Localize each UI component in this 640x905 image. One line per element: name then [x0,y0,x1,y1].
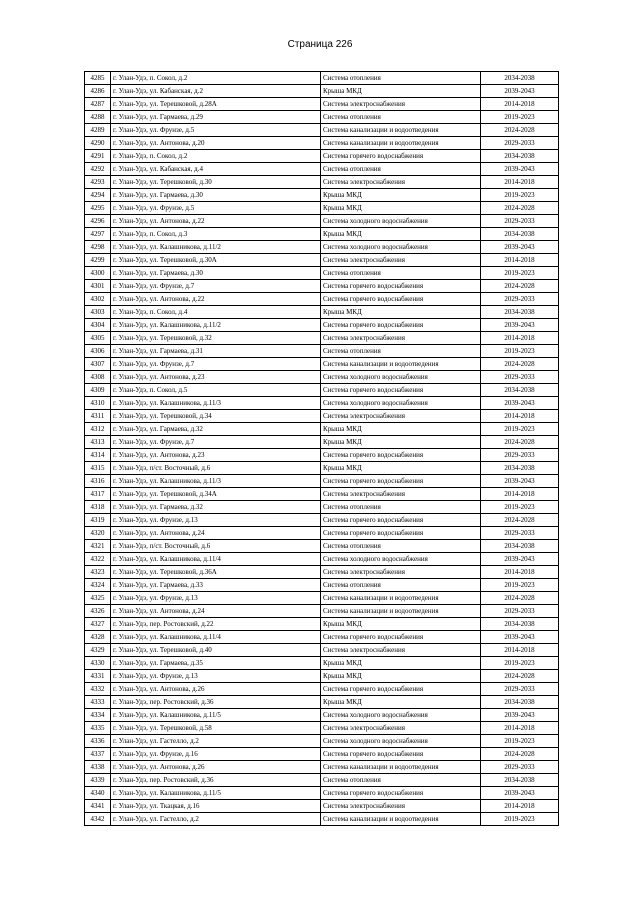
table-row [85,696,559,709]
table-row [85,670,559,683]
address-cell: г. Улан-Удэ, ул. Терешковой, д.30А [111,254,321,267]
table-row [85,150,559,163]
period-cell: 2029-2033 [481,449,559,462]
address-cell: г. Улан-Удэ, пер. Ростовский, д.36 [111,696,321,709]
system-cell: Система электроснабжения [321,410,481,423]
table-row [85,748,559,761]
repair-schedule-table [84,71,559,826]
system-cell: Система холодного водоснабжения [321,709,481,722]
system-cell: Система горячего водоснабжения [321,683,481,696]
table-row [85,787,559,800]
period-cell: 2019-2023 [481,735,559,748]
address-cell: г. Улан-Удэ, ул. Антонова, д.24 [111,527,321,540]
address-cell: г. Улан-Удэ, п. Сокол, д.3 [111,228,321,241]
address-cell: г. Улан-Удэ, ул. Терешковой, д.28А [111,98,321,111]
system-cell: Система холодного водоснабжения [321,371,481,384]
address-cell: г. Улан-Удэ, ул. Фрунзе, д.7 [111,436,321,449]
row-number-cell: 4318 [85,501,111,514]
period-cell: 2029-2033 [481,137,559,150]
table-row [85,488,559,501]
address-cell: г. Улан-Удэ, пер. Ростовский, д.36 [111,774,321,787]
period-cell: 2039-2043 [481,553,559,566]
system-cell: Система горячего водоснабжения [321,150,481,163]
table-row [85,85,559,98]
table-row [85,358,559,371]
address-cell: г. Улан-Удэ, ул. Антонова, д.23 [111,371,321,384]
table-row [85,397,559,410]
address-cell: г. Улан-Удэ, ул. Фрунзе, д.13 [111,592,321,605]
row-number-cell: 4309 [85,384,111,397]
table-row [85,566,559,579]
period-cell: 2039-2043 [481,397,559,410]
row-number-cell: 4299 [85,254,111,267]
row-number-cell: 4297 [85,228,111,241]
period-cell: 2014-2018 [481,98,559,111]
period-cell: 2024-2028 [481,670,559,683]
table-row [85,436,559,449]
period-cell: 2014-2018 [481,488,559,501]
system-cell: Система канализации и водоотведения [321,592,481,605]
system-cell: Система горячего водоснабжения [321,514,481,527]
row-number-cell: 4322 [85,553,111,566]
period-cell: 2029-2033 [481,527,559,540]
system-cell: Крыша МКД [321,306,481,319]
row-number-cell: 4286 [85,85,111,98]
system-cell: Система электроснабжения [321,176,481,189]
address-cell: г. Улан-Удэ, ул. Гармаева, д.32 [111,423,321,436]
row-number-cell: 4329 [85,644,111,657]
address-cell: г. Улан-Удэ, ул. Антонова, д.24 [111,605,321,618]
table-row [85,215,559,228]
table-row [85,449,559,462]
row-number-cell: 4304 [85,319,111,332]
table-row [85,332,559,345]
row-number-cell: 4311 [85,410,111,423]
row-number-cell: 4293 [85,176,111,189]
address-cell: г. Улан-Удэ, ул. Калашникова, д.11/3 [111,475,321,488]
period-cell: 2029-2033 [481,683,559,696]
period-cell: 2034-2038 [481,150,559,163]
row-number-cell: 4319 [85,514,111,527]
system-cell: Крыша МКД [321,657,481,670]
table-row [85,280,559,293]
system-cell: Система холодного водоснабжения [321,397,481,410]
page-title: Страница 226 [287,39,353,50]
system-cell: Крыша МКД [321,696,481,709]
system-cell: Система горячего водоснабжения [321,527,481,540]
table-row [85,137,559,150]
system-cell: Система электроснабжения [321,566,481,579]
address-cell: г. Улан-Удэ, ул. Калашникова, д.11/4 [111,631,321,644]
system-cell: Крыша МКД [321,670,481,683]
row-number-cell: 4331 [85,670,111,683]
address-cell: г. Улан-Удэ, пер. Ростовский, д.22 [111,618,321,631]
system-cell: Крыша МКД [321,462,481,475]
period-cell: 2029-2033 [481,293,559,306]
row-number-cell: 4342 [85,813,111,826]
address-cell: г. Улан-Удэ, ул. Фрунзе, д.13 [111,514,321,527]
period-cell: 2014-2018 [481,800,559,813]
row-number-cell: 4328 [85,631,111,644]
period-cell: 2024-2028 [481,202,559,215]
table-row [85,371,559,384]
period-cell: 2039-2043 [481,709,559,722]
table-body [85,72,559,826]
address-cell: г. Улан-Удэ, ул. Терешковой, д.58 [111,722,321,735]
table-row [85,631,559,644]
period-cell: 2024-2028 [481,514,559,527]
period-cell: 2014-2018 [481,254,559,267]
system-cell: Система канализации и водоотведения [321,124,481,137]
row-number-cell: 4287 [85,98,111,111]
row-number-cell: 4306 [85,345,111,358]
table-row [85,657,559,670]
address-cell: г. Улан-Удэ, ул. Гармаева, д.30 [111,267,321,280]
row-number-cell: 4289 [85,124,111,137]
row-number-cell: 4291 [85,150,111,163]
row-number-cell: 4298 [85,241,111,254]
system-cell: Система электроснабжения [321,488,481,501]
address-cell: г. Улан-Удэ, ул. Калашникова, д.11/2 [111,319,321,332]
period-cell: 2029-2033 [481,215,559,228]
period-cell: 2029-2033 [481,761,559,774]
period-cell: 2024-2028 [481,358,559,371]
table-row [85,384,559,397]
address-cell: г. Улан-Удэ, ул. Кабанская, д.2 [111,85,321,98]
system-cell: Система электроснабжения [321,722,481,735]
row-number-cell: 4292 [85,163,111,176]
table-row [85,709,559,722]
address-cell: г. Улан-Удэ, ул. Калашникова, д.11/3 [111,397,321,410]
address-cell: г. Улан-Удэ, ул. Фрунзе, д.5 [111,124,321,137]
period-cell: 2039-2043 [481,787,559,800]
system-cell: Система отопления [321,72,481,85]
system-cell: Система горячего водоснабжения [321,631,481,644]
row-number-cell: 4308 [85,371,111,384]
address-cell: г. Улан-Удэ, ул. Гармаева, д.30 [111,189,321,202]
row-number-cell: 4305 [85,332,111,345]
period-cell: 2019-2023 [481,813,559,826]
period-cell: 2019-2023 [481,579,559,592]
system-cell: Система горячего водоснабжения [321,748,481,761]
system-cell: Система холодного водоснабжения [321,735,481,748]
system-cell: Система горячего водоснабжения [321,384,481,397]
row-number-cell: 4285 [85,72,111,85]
system-cell: Система горячего водоснабжения [321,475,481,488]
row-number-cell: 4315 [85,462,111,475]
row-number-cell: 4294 [85,189,111,202]
address-cell: г. Улан-Удэ, ул. Гастелло, д.2 [111,735,321,748]
table-row [85,605,559,618]
address-cell: г. Улан-Удэ, ул. Терешковой, д.34А [111,488,321,501]
table-row [85,553,559,566]
system-cell: Крыша МКД [321,423,481,436]
table-row [85,176,559,189]
table-row [85,319,559,332]
row-number-cell: 4301 [85,280,111,293]
system-cell: Система электроснабжения [321,254,481,267]
address-cell: г. Улан-Удэ, ул. Фрунзе, д.7 [111,280,321,293]
system-cell: Крыша МКД [321,202,481,215]
period-cell: 2014-2018 [481,410,559,423]
period-cell: 2024-2028 [481,592,559,605]
address-cell: г. Улан-Удэ, ул. Калашникова, д.11/5 [111,787,321,800]
system-cell: Система электроснабжения [321,332,481,345]
system-cell: Крыша МКД [321,189,481,202]
period-cell: 2039-2043 [481,85,559,98]
period-cell: 2014-2018 [481,566,559,579]
period-cell: 2024-2028 [481,748,559,761]
table-row [85,202,559,215]
system-cell: Система электроснабжения [321,98,481,111]
address-cell: г. Улан-Удэ, ул. Ткацкая, д.16 [111,800,321,813]
address-cell: г. Улан-Удэ, п. Сокол, д.2 [111,150,321,163]
table-row [85,163,559,176]
row-number-cell: 4314 [85,449,111,462]
table-row [85,618,559,631]
table-row [85,345,559,358]
period-cell: 2039-2043 [481,163,559,176]
table-row [85,254,559,267]
system-cell: Система электроснабжения [321,644,481,657]
period-cell: 2039-2043 [481,319,559,332]
system-cell: Система отопления [321,267,481,280]
row-number-cell: 4324 [85,579,111,592]
system-cell: Система канализации и водоотведения [321,605,481,618]
table-row [85,293,559,306]
system-cell: Система отопления [321,774,481,787]
address-cell: г. Улан-Удэ, ул. Антонова, д.22 [111,215,321,228]
system-cell: Система канализации и водоотведения [321,358,481,371]
system-cell: Система холодного водоснабжения [321,553,481,566]
row-number-cell: 4316 [85,475,111,488]
system-cell: Система отопления [321,345,481,358]
row-number-cell: 4288 [85,111,111,124]
address-cell: г. Улан-Удэ, ул. Гармаева, д.29 [111,111,321,124]
period-cell: 2034-2038 [481,462,559,475]
table-row [85,722,559,735]
row-number-cell: 4332 [85,683,111,696]
address-cell: г. Улан-Удэ, ул. Антонова, д.26 [111,683,321,696]
row-number-cell: 4336 [85,735,111,748]
row-number-cell: 4312 [85,423,111,436]
address-cell: г. Улан-Удэ, ул. Антонова, д.20 [111,137,321,150]
row-number-cell: 4302 [85,293,111,306]
system-cell: Система горячего водоснабжения [321,293,481,306]
address-cell: г. Улан-Удэ, ул. Калашникова, д.11/5 [111,709,321,722]
table-row [85,761,559,774]
period-cell: 2019-2023 [481,423,559,436]
system-cell: Система горячего водоснабжения [321,787,481,800]
table-row [85,475,559,488]
address-cell: г. Улан-Удэ, ул. Калашникова, д.11/4 [111,553,321,566]
address-cell: г. Улан-Удэ, ул. Терешковой, д.30 [111,176,321,189]
address-cell: г. Улан-Удэ, ул. Гармаева, д.35 [111,657,321,670]
table-row [85,98,559,111]
table-row [85,683,559,696]
system-cell: Система холодного водоснабжения [321,215,481,228]
address-cell: г. Улан-Удэ, ул. Гармаева, д.33 [111,579,321,592]
row-number-cell: 4335 [85,722,111,735]
row-number-cell: 4313 [85,436,111,449]
row-number-cell: 4310 [85,397,111,410]
table-row [85,644,559,657]
period-cell: 2034-2038 [481,72,559,85]
system-cell: Система горячего водоснабжения [321,319,481,332]
period-cell: 2039-2043 [481,241,559,254]
address-cell: г. Улан-Удэ, ул. Терешковой, д.32 [111,332,321,345]
table-row [85,540,559,553]
period-cell: 2024-2028 [481,124,559,137]
row-number-cell: 4323 [85,566,111,579]
address-cell: г. Улан-Удэ, п. Сокол, д.2 [111,72,321,85]
table-row [85,111,559,124]
address-cell: г. Улан-Удэ, ул. Фрунзе, д.16 [111,748,321,761]
table-row [85,72,559,85]
system-cell: Система горячего водоснабжения [321,280,481,293]
period-cell: 2024-2028 [481,436,559,449]
address-cell: г. Улан-Удэ, ул. Гармаева, д.31 [111,345,321,358]
table-row [85,306,559,319]
address-cell: г. Улан-Удэ, п. Сокол, д.4 [111,306,321,319]
period-cell: 2019-2023 [481,345,559,358]
row-number-cell: 4340 [85,787,111,800]
address-cell: г. Улан-Удэ, ул. Антонова, д.23 [111,449,321,462]
period-cell: 2019-2023 [481,267,559,280]
table-row [85,124,559,137]
table-row [85,800,559,813]
system-cell: Крыша МКД [321,228,481,241]
address-cell: г. Улан-Удэ, ул. Кабанская, д.4 [111,163,321,176]
period-cell: 2029-2033 [481,371,559,384]
period-cell: 2014-2018 [481,332,559,345]
row-number-cell: 4303 [85,306,111,319]
row-number-cell: 4337 [85,748,111,761]
row-number-cell: 4330 [85,657,111,670]
row-number-cell: 4300 [85,267,111,280]
period-cell: 2039-2043 [481,631,559,644]
system-cell: Система электроснабжения [321,800,481,813]
table-row [85,514,559,527]
row-number-cell: 4290 [85,137,111,150]
row-number-cell: 4327 [85,618,111,631]
table-row [85,592,559,605]
row-number-cell: 4341 [85,800,111,813]
period-cell: 2019-2023 [481,657,559,670]
period-cell: 2029-2033 [481,605,559,618]
address-cell: г. Улан-Удэ, п/ст. Восточный, д.6 [111,540,321,553]
address-cell: г. Улан-Удэ, ул. Антонова, д.22 [111,293,321,306]
system-cell: Система канализации и водоотведения [321,813,481,826]
row-number-cell: 4333 [85,696,111,709]
address-cell: г. Улан-Удэ, ул. Терешковой, д.36А [111,566,321,579]
address-cell: г. Улан-Удэ, ул. Терешковой, д.40 [111,644,321,657]
period-cell: 2024-2028 [481,280,559,293]
period-cell: 2034-2038 [481,384,559,397]
table-row [85,813,559,826]
period-cell: 2034-2038 [481,228,559,241]
period-cell: 2019-2023 [481,501,559,514]
system-cell: Система холодного водоснабжения [321,241,481,254]
table-row [85,228,559,241]
period-cell: 2014-2018 [481,722,559,735]
row-number-cell: 4339 [85,774,111,787]
period-cell: 2034-2038 [481,540,559,553]
address-cell: г. Улан-Удэ, п/ст. Восточный, д.6 [111,462,321,475]
row-number-cell: 4321 [85,540,111,553]
period-cell: 2014-2018 [481,176,559,189]
row-number-cell: 4326 [85,605,111,618]
row-number-cell: 4325 [85,592,111,605]
table-row [85,241,559,254]
period-cell: 2039-2043 [481,475,559,488]
system-cell: Система отопления [321,163,481,176]
system-cell: Система отопления [321,501,481,514]
system-cell: Крыша МКД [321,436,481,449]
address-cell: г. Улан-Удэ, ул. Калашникова, д.11/2 [111,241,321,254]
address-cell: г. Улан-Удэ, ул. Гармаева, д.32 [111,501,321,514]
table-row [85,579,559,592]
row-number-cell: 4296 [85,215,111,228]
table-row [85,527,559,540]
table-row [85,410,559,423]
system-cell: Система отопления [321,579,481,592]
table-row [85,189,559,202]
row-number-cell: 4334 [85,709,111,722]
address-cell: г. Улан-Удэ, ул. Терешковой, д.34 [111,410,321,423]
system-cell: Система канализации и водоотведения [321,137,481,150]
table-row [85,462,559,475]
table-row [85,267,559,280]
system-cell: Система отопления [321,540,481,553]
table-row [85,501,559,514]
system-cell: Система горячего водоснабжения [321,449,481,462]
address-cell: г. Улан-Удэ, ул. Гастелло, д.2 [111,813,321,826]
table-row [85,774,559,787]
row-number-cell: 4320 [85,527,111,540]
period-cell: 2019-2023 [481,111,559,124]
period-cell: 2034-2038 [481,306,559,319]
address-cell: г. Улан-Удэ, ул. Фрунзе, д.7 [111,358,321,371]
period-cell: 2034-2038 [481,696,559,709]
period-cell: 2019-2023 [481,189,559,202]
row-number-cell: 4295 [85,202,111,215]
system-cell: Крыша МКД [321,85,481,98]
row-number-cell: 4338 [85,761,111,774]
system-cell: Система канализации и водоотведения [321,761,481,774]
period-cell: 2014-2018 [481,644,559,657]
address-cell: г. Улан-Удэ, ул. Фрунзе, д.5 [111,202,321,215]
period-cell: 2034-2038 [481,618,559,631]
address-cell: г. Улан-Удэ, п. Сокол, д.5 [111,384,321,397]
address-cell: г. Улан-Удэ, ул. Фрунзе, д.13 [111,670,321,683]
system-cell: Система отопления [321,111,481,124]
table-row [85,423,559,436]
period-cell: 2034-2038 [481,774,559,787]
row-number-cell: 4317 [85,488,111,501]
system-cell: Крыша МКД [321,618,481,631]
table-row [85,735,559,748]
address-cell: г. Улан-Удэ, ул. Антонова, д.26 [111,761,321,774]
row-number-cell: 4307 [85,358,111,371]
